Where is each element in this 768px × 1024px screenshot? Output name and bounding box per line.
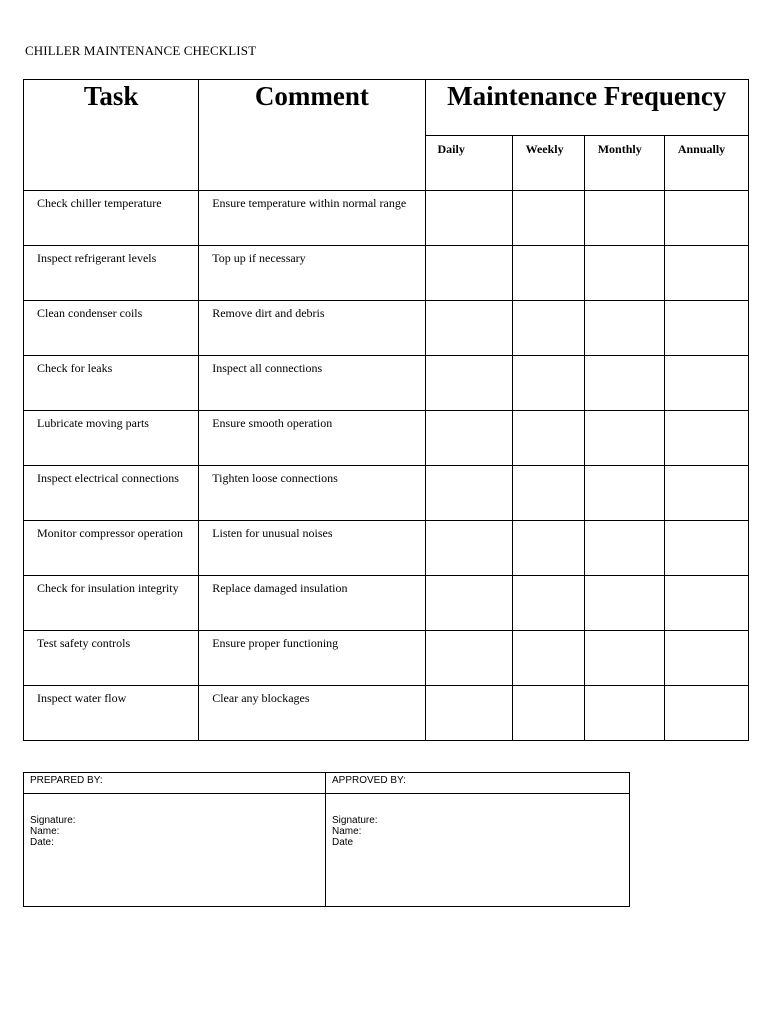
- monthly-checkbox-cell[interactable]: [584, 466, 664, 521]
- monthly-checkbox-cell[interactable]: [584, 356, 664, 411]
- annually-checkbox-cell[interactable]: [664, 356, 748, 411]
- weekly-checkbox-cell[interactable]: [512, 521, 584, 576]
- daily-column-header: Daily: [425, 135, 512, 191]
- annually-checkbox-cell[interactable]: [664, 631, 748, 686]
- annually-checkbox-cell[interactable]: [664, 686, 748, 741]
- comment-cell: Ensure smooth operation: [199, 411, 425, 466]
- weekly-checkbox-cell[interactable]: [512, 356, 584, 411]
- approved-signature-label: Signature:: [332, 815, 378, 826]
- comment-cell: Inspect all connections: [199, 356, 425, 411]
- monthly-checkbox-cell[interactable]: [584, 631, 664, 686]
- daily-checkbox-cell[interactable]: [425, 631, 512, 686]
- monthly-column-header: Monthly: [584, 135, 664, 191]
- comment-cell: Top up if necessary: [199, 246, 425, 301]
- weekly-checkbox-cell[interactable]: [512, 246, 584, 301]
- weekly-checkbox-cell[interactable]: [512, 301, 584, 356]
- comment-cell: Tighten loose connections: [199, 466, 425, 521]
- table-row: [24, 631, 749, 686]
- daily-checkbox-cell[interactable]: [425, 356, 512, 411]
- weekly-column-header: Weekly: [512, 135, 584, 191]
- approved-date-label: Date: [332, 837, 354, 848]
- signoff-table: [23, 772, 630, 907]
- annually-checkbox-cell[interactable]: [664, 246, 748, 301]
- table-row: [24, 356, 749, 411]
- task-cell: Check for insulation integrity: [24, 576, 199, 631]
- annually-column-header: Annually: [664, 135, 748, 191]
- prepared-by-header: PREPARED BY:: [24, 773, 326, 794]
- weekly-checkbox-cell[interactable]: [512, 686, 584, 741]
- monthly-checkbox-cell[interactable]: [584, 686, 664, 741]
- task-cell: Inspect refrigerant levels: [24, 246, 199, 301]
- daily-checkbox-cell[interactable]: [425, 246, 512, 301]
- weekly-checkbox-cell[interactable]: [512, 411, 584, 466]
- comment-column-header: Comment: [199, 80, 425, 191]
- daily-checkbox-cell[interactable]: [425, 521, 512, 576]
- approved-by-fields[interactable]: [326, 794, 630, 907]
- monthly-checkbox-cell[interactable]: [584, 521, 664, 576]
- approved-by-header: APPROVED BY:: [326, 773, 630, 794]
- approved-name-label: Name:: [332, 826, 362, 837]
- comment-cell: Replace damaged insulation: [199, 576, 425, 631]
- annually-checkbox-cell[interactable]: [664, 576, 748, 631]
- daily-checkbox-cell[interactable]: [425, 191, 512, 246]
- comment-cell: Ensure temperature within normal range: [199, 191, 425, 246]
- task-cell: Check chiller temperature: [24, 191, 199, 246]
- annually-checkbox-cell[interactable]: [664, 191, 748, 246]
- annually-checkbox-cell[interactable]: [664, 521, 748, 576]
- table-row: [24, 301, 749, 356]
- table-row: [24, 576, 749, 631]
- annually-checkbox-cell[interactable]: [664, 301, 748, 356]
- comment-cell: Listen for unusual noises: [199, 521, 425, 576]
- table-row: [24, 246, 749, 301]
- monthly-checkbox-cell[interactable]: [584, 411, 664, 466]
- prepared-name-label: Name:: [30, 826, 60, 837]
- monthly-checkbox-cell[interactable]: [584, 301, 664, 356]
- prepared-by-fields[interactable]: [24, 794, 326, 907]
- daily-checkbox-cell[interactable]: [425, 576, 512, 631]
- comment-cell: Clear any blockages: [199, 686, 425, 741]
- prepared-date-label: Date:: [30, 837, 54, 848]
- task-column-header: Task: [24, 80, 199, 191]
- prepared-signature-label: Signature:: [30, 815, 76, 826]
- monthly-checkbox-cell[interactable]: [584, 191, 664, 246]
- document-title: CHILLER MAINTENANCE CHECKLIST: [25, 43, 257, 58]
- comment-cell: Ensure proper functioning: [199, 631, 425, 686]
- task-cell: Inspect electrical connections: [24, 466, 199, 521]
- monthly-checkbox-cell[interactable]: [584, 576, 664, 631]
- task-cell: Clean condenser coils: [24, 301, 199, 356]
- annually-checkbox-cell[interactable]: [664, 466, 748, 521]
- daily-checkbox-cell[interactable]: [425, 411, 512, 466]
- table-row: [24, 686, 749, 741]
- weekly-checkbox-cell[interactable]: [512, 576, 584, 631]
- daily-checkbox-cell[interactable]: [425, 466, 512, 521]
- table-row: [24, 411, 749, 466]
- monthly-checkbox-cell[interactable]: [584, 246, 664, 301]
- task-cell: Test safety controls: [24, 631, 199, 686]
- weekly-checkbox-cell[interactable]: [512, 191, 584, 246]
- weekly-checkbox-cell[interactable]: [512, 631, 584, 686]
- task-cell: Monitor compressor operation: [24, 521, 199, 576]
- table-row: [24, 191, 749, 246]
- table-row: [24, 521, 749, 576]
- task-cell: Check for leaks: [24, 356, 199, 411]
- maintenance-frequency-header: Maintenance Frequency: [425, 80, 748, 136]
- daily-checkbox-cell[interactable]: [425, 686, 512, 741]
- table-row: [24, 466, 749, 521]
- weekly-checkbox-cell[interactable]: [512, 466, 584, 521]
- daily-checkbox-cell[interactable]: [425, 301, 512, 356]
- annually-checkbox-cell[interactable]: [664, 411, 748, 466]
- task-cell: Inspect water flow: [24, 686, 199, 741]
- comment-cell: Remove dirt and debris: [199, 301, 425, 356]
- maintenance-checklist-table: [23, 79, 749, 741]
- task-cell: Lubricate moving parts: [24, 411, 199, 466]
